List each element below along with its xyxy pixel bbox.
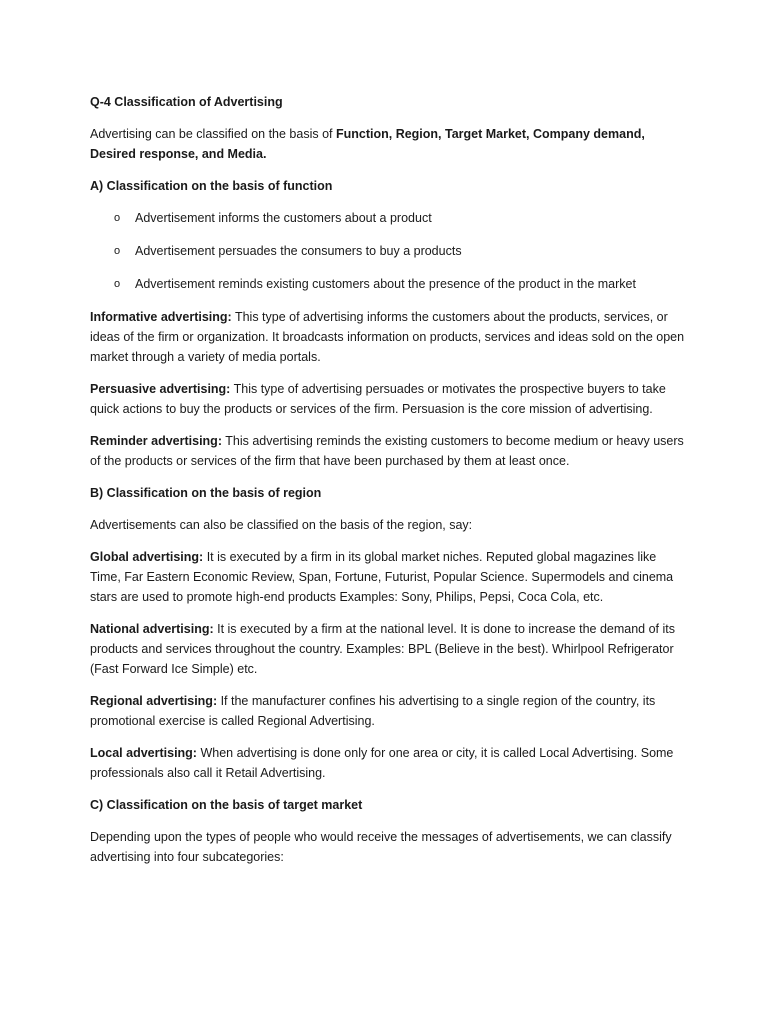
section-c-heading: C) Classification on the basis of target market xyxy=(90,798,363,812)
definition-text: If the manufacturer confines his advertising to a single region of the country, its promotional exercise is called Regional Advertising. xyxy=(90,694,656,728)
bullet-item xyxy=(90,241,690,261)
definition-paragraph xyxy=(90,619,690,679)
definition-term: Local advertising: xyxy=(90,746,197,760)
bullet-text: Advertisement persuades the consumers to buy a products xyxy=(135,244,462,258)
bullet-marker: o xyxy=(114,278,121,290)
section-a-bullets xyxy=(90,208,690,294)
definition-term: Informative advertising: xyxy=(90,310,232,324)
document-page xyxy=(90,92,690,879)
definition-paragraph xyxy=(90,743,690,783)
definition-paragraph xyxy=(90,547,690,607)
definition-term: Persuasive advertising: xyxy=(90,382,231,396)
bullet-text: Advertisement informs the customers about a product xyxy=(135,211,432,225)
bullet-marker: o xyxy=(114,245,121,257)
intro-bold: Function, Region, Target Market, Company demand, Desired response, and Media. xyxy=(90,127,645,161)
definition-text: It is executed by a firm in its global market niches. Reputed global magazines like Time, Far Eastern Economic Review, Span, Fortune, Futurist, Popular Science. Supermodels and cinema stars are used to promote high-end products Examples: Sony, Philips, Pepsi, Coca Cola, etc. xyxy=(90,550,674,604)
section-a-heading: A) Classification on the basis of function xyxy=(90,179,333,193)
definition-text: This advertising reminds the existing customers to become medium or heavy users of the products or services of the firm that have been purchased by them at least once. xyxy=(90,434,684,468)
bullet-marker: o xyxy=(114,212,121,224)
definition-text: When advertising is done only for one area or city, it is called Local Advertising. Some professionals also call it Retail Advertising. xyxy=(90,746,674,780)
document-title: Q-4 Classification of Advertising xyxy=(90,95,283,109)
section-c-intro: Depending upon the types of people who would receive the messages of advertisements, we can classify advertising into four subcategories: xyxy=(90,830,672,864)
definition-term: Regional advertising: xyxy=(90,694,218,708)
intro-text: Advertising can be classified on the basis of xyxy=(90,127,336,141)
definition-paragraph xyxy=(90,431,690,471)
definition-paragraph xyxy=(90,307,690,367)
definition-term: Reminder advertising: xyxy=(90,434,222,448)
definition-paragraph xyxy=(90,691,690,731)
bullet-item xyxy=(90,208,690,228)
intro-paragraph xyxy=(90,124,690,164)
definition-text: This type of advertising persuades or motivates the prospective buyers to take quick actions to buy the products or services of the firm. Persuasion is the core mission of advertising. xyxy=(90,382,666,416)
section-b-heading: B) Classification on the basis of region xyxy=(90,486,322,500)
definition-term: National advertising: xyxy=(90,622,214,636)
definition-text: This type of advertising informs the customers about the products, services, or ideas of the firm or organization. It broadcasts information on products, services and ideas sold on the open market through a variety of media portals. xyxy=(90,310,685,364)
bullet-item xyxy=(90,274,690,294)
bullet-text: Advertisement reminds existing customers about the presence of the product in the market xyxy=(135,277,636,291)
definition-paragraph xyxy=(90,379,690,419)
section-b-intro: Advertisements can also be classified on the basis of the region, say: xyxy=(90,518,473,532)
definition-text: It is executed by a firm at the national level. It is done to increase the demand of its products and services throughout the country. Examples: BPL (Believe in the best). Whirlpool Refrigerator (Fast Forward Ice Simple) etc. xyxy=(90,622,676,676)
definition-term: Global advertising: xyxy=(90,550,204,564)
